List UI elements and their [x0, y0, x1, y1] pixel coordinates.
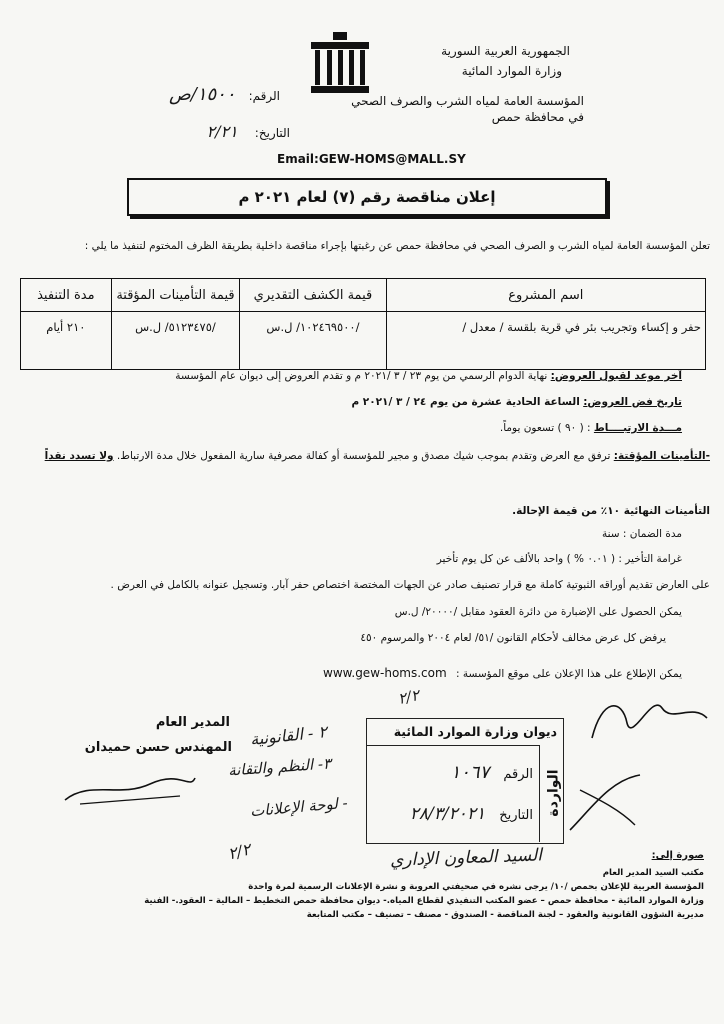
cell-project-name: حفر و إكساء وتجريب بئر في قرية بلقسة / معدل /	[386, 312, 705, 370]
announcement-title-box	[127, 178, 607, 216]
booklet-line: يمكن الحصول على الإضبارة من دائرة العقود مقابل /٢٠٠٠٠/ ل.س	[394, 606, 682, 618]
handwritten-note-systems: ٣- النظم والتقانة	[227, 754, 332, 780]
handwritten-note-board: - لوحة الإعلانات	[249, 793, 349, 821]
cell-estimate: /١٠٢٤٦٩٥٠٠/ ل.س	[240, 312, 386, 370]
list-item: مديرية الشؤون القانونية والعقود – لجنة المناقصة - الصندوق - مصنف – تصنيف – مكتب المتابعة	[306, 910, 704, 920]
col-duration: مدة التنفيذ	[21, 279, 112, 312]
reference-number: الرقم: ١٥٠٠/ص	[169, 84, 280, 105]
intro-text: تعلن المؤسسة العامة لمياه الشرب و الصرف الصحي في محافظة حمص عن رغبتها بإجراء مناقصة داخلية بطريقة الظرف المختوم لتنفيذ ما يلي :	[84, 240, 710, 252]
ministry-name: وزارة الموارد المائية	[461, 64, 562, 78]
final-insurance-line: التأمينات النهائية ١٠٪ من قيمة الإحالة.	[512, 505, 710, 517]
opening-line: تاريخ فض العروض: الساعة الحادية عشرة من يوم ٢٤ / ٣ /٢٠٢١ م	[351, 396, 682, 408]
table-row	[21, 312, 706, 370]
col-estimate: قيمة الكشف التقديري	[240, 279, 386, 312]
handwritten-note-admin: السيد المعاون الإداري	[389, 845, 543, 871]
rejection-line: يرفض كل عرض مخالف لأحكام القانون /٥١/ لعام ٢٠٠٤ والمرسوم ٤٥٠	[360, 632, 666, 644]
website-link[interactable]: www.gew-homs.com	[323, 666, 447, 680]
signature-scribble-icon	[60, 770, 200, 810]
country-name: الجمهورية العربية السورية	[441, 44, 570, 58]
handwritten-note-legal: ٢ - القانونية	[249, 722, 328, 749]
initials-scribble-icon	[582, 688, 712, 748]
ministry-receipt-stamp: ديوان وزارة الموارد المائية الرقم ١٠٦٧ التاريخ ٢٨/٣/٢٠٢١ الواردة	[366, 718, 564, 844]
establishment-name: المؤسسة العامة لمياه الشرب والصرف الصحي	[351, 94, 584, 108]
handwritten-number-top: ٢/٢	[396, 685, 421, 709]
validity-line: مـــدة الارتبــــاط : ( ٩٠ ) تسعون يوماً.	[499, 422, 682, 434]
ministry-signature-scribble-icon	[560, 770, 650, 840]
stamp-side-label: الواردة	[545, 769, 562, 817]
letter-date: التاريخ: ٢/٢١	[206, 122, 290, 141]
penalty-line: غرامة التأخير : ( ٠.٠١ % ) واحد بالألف عن كل يوم تأخير	[436, 553, 682, 565]
tender-table	[20, 278, 706, 370]
deadline-line: آخر موعد لقبول العروض: نهاية الدوام الرسمي من يوم ٢٣ / ٣ /٢٠٢١ م و تقدم العروض إلى ديوان عام المؤسسة	[175, 370, 682, 382]
announcement-title: إعلان مناقصة رقم (٧) لعام ٢٠٢١ م	[238, 188, 496, 206]
distribution-label: صورة إلى:	[651, 850, 704, 861]
email-address: Email:GEW-HOMS@MALL.SY	[277, 152, 466, 166]
handwritten-number-bottom: ٢/٢	[226, 839, 253, 864]
website-line: يمكن الإطلاع على هذا الإعلان على موقع المؤسسة : www.gew-homs.com	[323, 666, 682, 680]
col-project-name: اسم المشروع	[386, 279, 705, 312]
signature-title: المدير العام	[155, 715, 230, 730]
documents-line: على العارض تقديم أوراقه الثبوتية كاملة مع قرار تصنيف صادر عن الجهات المختصة اختصاص حفر آبار. وتسجيل عنوانه بالكامل في العرض .	[110, 579, 710, 591]
distribution-list	[64, 868, 704, 920]
signature-name: المهندس حسن حميدان	[84, 740, 232, 755]
cell-duration: ٢١٠ أيام	[21, 312, 112, 370]
temp-insurance-line: -التأمينات المؤقتة: ترفق مع العرض وتقدم بموجب شيك مصدق و مجير للمؤسسة أو كفالة مصرفية سارية المفعول خلال مدة الارتباط. ولا تسدد نقداً	[44, 450, 710, 462]
cell-temp-insurance: /٥١٢٣٤٧٥/ ل.س	[111, 312, 240, 370]
list-item: مكتب السيد المدير العام	[602, 868, 704, 878]
list-item: وزارة الموارد المائية - محافظة حمص – عضو المكتب التنفيذي لقطاع المياه.- ديوان محافظة حمص التخطيط – المالية – العقود.- الفنية	[144, 896, 704, 906]
warranty-line: مدة الضمان : سنة	[602, 528, 682, 540]
list-item: المؤسسة العربية للإعلان بحمص /١٠/ يرجى نشره في صحيفتي العروبة و نشرة الإعلانات الرسمية لمرة واحدة	[248, 882, 704, 892]
establishment-logo-icon	[305, 30, 375, 100]
governorate-name: في محافظة حمص	[491, 110, 584, 124]
col-temp-insurance: قيمة التأمينات المؤقتة	[111, 279, 240, 312]
